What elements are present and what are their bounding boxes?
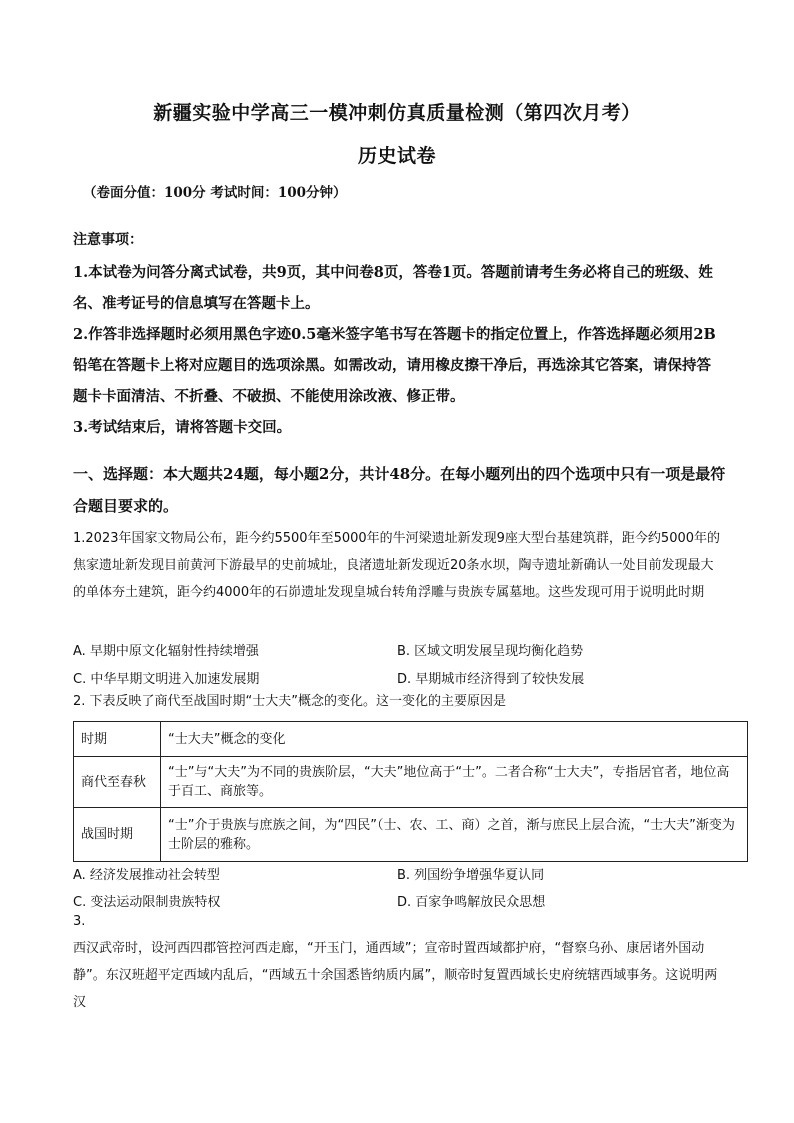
q2-table bbox=[73, 721, 748, 862]
subject-title: 历史试卷 bbox=[357, 145, 436, 167]
q2-option-c: C. 变法运动限制贵族特权 bbox=[73, 895, 221, 910]
question-1-stem: 1.2023年国家文物局公布，距今约5500年至5000年的牛河梁遗址新发现9座大型台基建筑群，距今约5000年的焦家遗址新发现目前黄河下游最早的史前城址，良渚遗址新发现近20条水坝，陶寺遗址新确认一处目前发现最大的单体夯土建筑，距今约4000年的石峁遗址发现皇城台转角浮雕与贵族专属墓地。这些发现可用于说明此时期 bbox=[73, 531, 721, 600]
table-row bbox=[74, 757, 748, 808]
table-header-cell: “士大夫”概念的变化 bbox=[161, 722, 748, 757]
table-cell-description: “士”与“大夫”为不同的贵族阶层，“大夫”地位高于“士”。二者合称“士大夫”，专指居官者，地位高于百工、商旅等。 bbox=[161, 757, 748, 808]
notice-item-2: 2.作答非选择题时必须用黑色字迹0.5毫米签字笔书写在答题卡的指定位置上，作答选择题必须用2B铅笔在答题卡上将对应题目的选项涂黑。如需改动，请用橡皮擦干净后，再选涂其它答案，请保持答题卡卡面清洁、不折叠、不破损、不能使用涂改液、修正带。 bbox=[73, 326, 716, 405]
q1-option-c: C. 中华早期文明进入加速发展期 bbox=[73, 672, 260, 687]
exam-meta: （卷面分值：100分 考试时间：100分钟） bbox=[83, 185, 347, 201]
notice-item-1: 1.本试卷为问答分离式试卷，共9页，其中问卷8页，答卷1页。答题前请考生务必将自己的班级、姓名、准考证号的信息填写在答题卡上。 bbox=[73, 264, 713, 312]
q2-option-b: B. 列国纷争增强华夏认同 bbox=[397, 868, 545, 883]
q1-option-d: D. 早期城市经济得到了较快发展 bbox=[397, 672, 585, 687]
table-cell-period: 战国时期 bbox=[74, 808, 161, 862]
question-3-stem: 西汉武帝时，设河西四郡管控河西走廊，“开玉门，通西域”；宣帝时置西域都护府，“督察乌孙、康居诸外国动静”。东汉班超平定西域内乱后，“西域五十余国悉皆纳质内属”，顺帝时复置西域长史府统辖西域事务。这说明两汉 bbox=[73, 941, 718, 1010]
notice-item-3: 3.考试结束后，请将答题卡交回。 bbox=[73, 419, 292, 436]
q2-option-a: A. 经济发展推动社会转型 bbox=[73, 868, 220, 883]
table-cell-description: “士”介于贵族与庶族之间，为“四民”（士、农、工、商）之首，渐与庶民上层合流，“士大夫”渐变为士阶层的雅称。 bbox=[161, 808, 748, 862]
table-row bbox=[74, 808, 748, 862]
table-header-row bbox=[74, 722, 748, 757]
table-header-cell: 时期 bbox=[74, 722, 161, 757]
exam-title: 新疆实验中学高三一模冲刺仿真质量检测（第四次月考） bbox=[153, 102, 641, 124]
section-heading: 一、选择题：本大题共24题，每小题2分，共计48分。在每小题列出的四个选项中只有一项是最符合题目要求的。 bbox=[73, 465, 726, 515]
question-2-stem: 2. 下表反映了商代至战国时期“士大夫”概念的变化。这一变化的主要原因是 bbox=[73, 694, 507, 709]
q1-option-b: B. 区域文明发展呈现均衡化趋势 bbox=[397, 644, 584, 659]
notice-heading: 注意事项： bbox=[73, 232, 143, 248]
q1-option-a: A. 早期中原文化辐射性持续增强 bbox=[73, 644, 259, 659]
table-cell-period: 商代至春秋 bbox=[74, 757, 161, 808]
q2-option-d: D. 百家争鸣解放民众思想 bbox=[397, 895, 546, 910]
question-3-number: 3. bbox=[73, 914, 86, 929]
